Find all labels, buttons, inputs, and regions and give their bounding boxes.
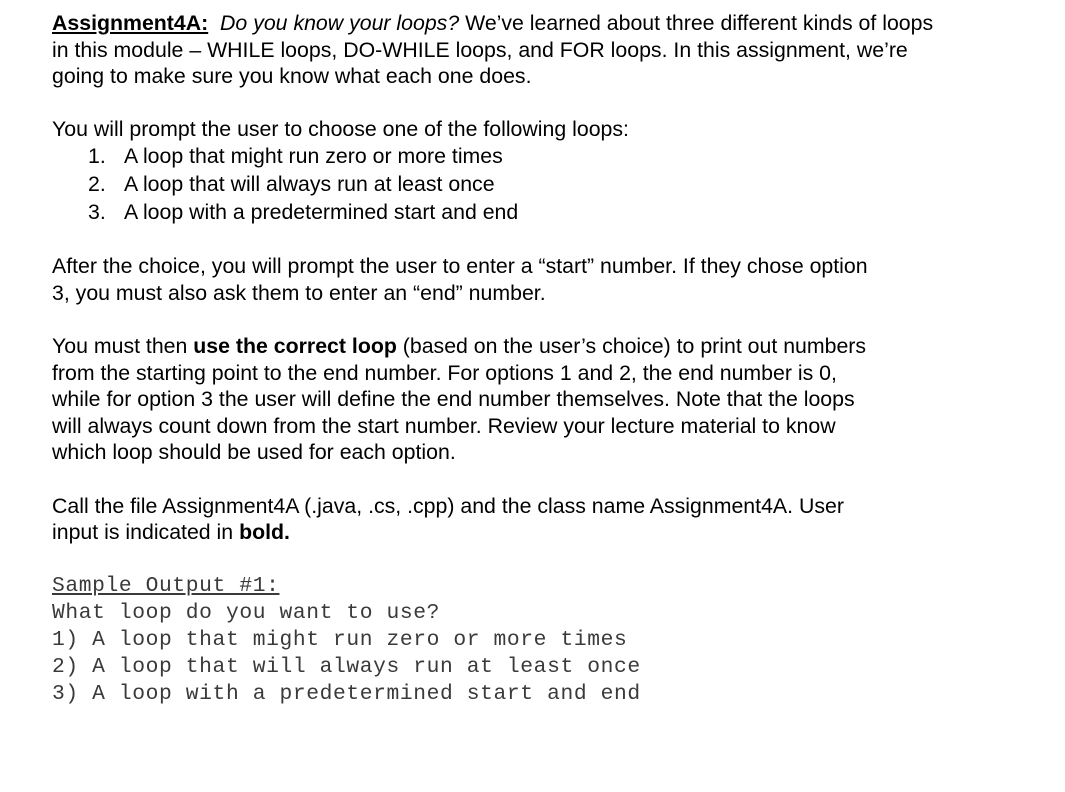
sample-output-title: Sample Output #1: <box>52 573 280 598</box>
loop-options-list <box>52 142 1012 226</box>
list-item-number: 2. <box>88 172 106 196</box>
file-info-line-1: Call the file Assignment4A (.java, .cs, .cpp) and the class name Assignment4A. User <box>52 493 844 518</box>
sample-output-line: 3) A loop with a predetermined start and end <box>52 682 641 707</box>
list-item <box>52 170 1012 198</box>
use-loop-line-3: while for option 3 the user will define the end number themselves. Note that the loops <box>52 387 855 411</box>
use-loop-pre: You must then <box>52 334 194 358</box>
intro-line-1 <box>52 11 933 35</box>
after-choice-line-1: After the choice, you will prompt the user to enter a “start” number. If they chose option <box>52 254 868 278</box>
list-item-text: A loop that will always run at least once <box>124 172 495 196</box>
intro-paragraph <box>52 10 1012 90</box>
file-info-paragraph <box>52 493 1012 546</box>
use-loop-line-2: from the starting point to the end number. For options 1 and 2, the end number is 0, <box>52 360 837 385</box>
use-loop-paragraph <box>52 333 1012 466</box>
use-loop-line-4: will always count down from the start number. Review your lecture material to know <box>52 413 836 438</box>
assignment-question: Do you know your loops? <box>220 11 460 35</box>
file-info-line-2-pre: input is indicated in <box>52 520 240 544</box>
after-choice-paragraph <box>52 253 1012 306</box>
list-item-text: A loop with a predetermined start and end <box>124 200 519 224</box>
list-item-text: A loop that might run zero or more times <box>124 144 503 168</box>
list-item-number: 3. <box>88 200 106 224</box>
after-choice-line-2: 3, you must also ask them to enter an “end” number. <box>52 280 546 305</box>
use-loop-line-5: which loop should be used for each option. <box>52 440 456 464</box>
intro-line-3: going to make sure you know what each one does. <box>52 64 532 88</box>
file-info-bold: bold. <box>239 520 290 544</box>
sample-output-block <box>52 573 1012 709</box>
assignment-label: Assignment4A: <box>52 11 209 35</box>
sample-output-line: 2) A loop that will always run at least once <box>52 655 641 680</box>
use-loop-post: (based on the user’s choice) to print out numbers <box>396 334 867 358</box>
sample-output-line: 1) A loop that might run zero or more times <box>52 627 628 652</box>
list-item-number: 1. <box>88 144 106 168</box>
sample-output-line: What loop do you want to use? <box>52 600 441 625</box>
list-item <box>52 198 1012 226</box>
use-loop-emphasis: use the correct loop <box>193 334 397 358</box>
intro-text-1: We’ve learned about three different kinds of loops <box>459 11 934 35</box>
assignment-document <box>52 10 1012 709</box>
list-item <box>52 142 1012 170</box>
prompt-lead: You will prompt the user to choose one of the following loops: <box>52 116 629 141</box>
intro-line-2: in this module – WHILE loops, DO-WHILE loops, and FOR loops. In this assignment, we’re <box>52 37 908 62</box>
